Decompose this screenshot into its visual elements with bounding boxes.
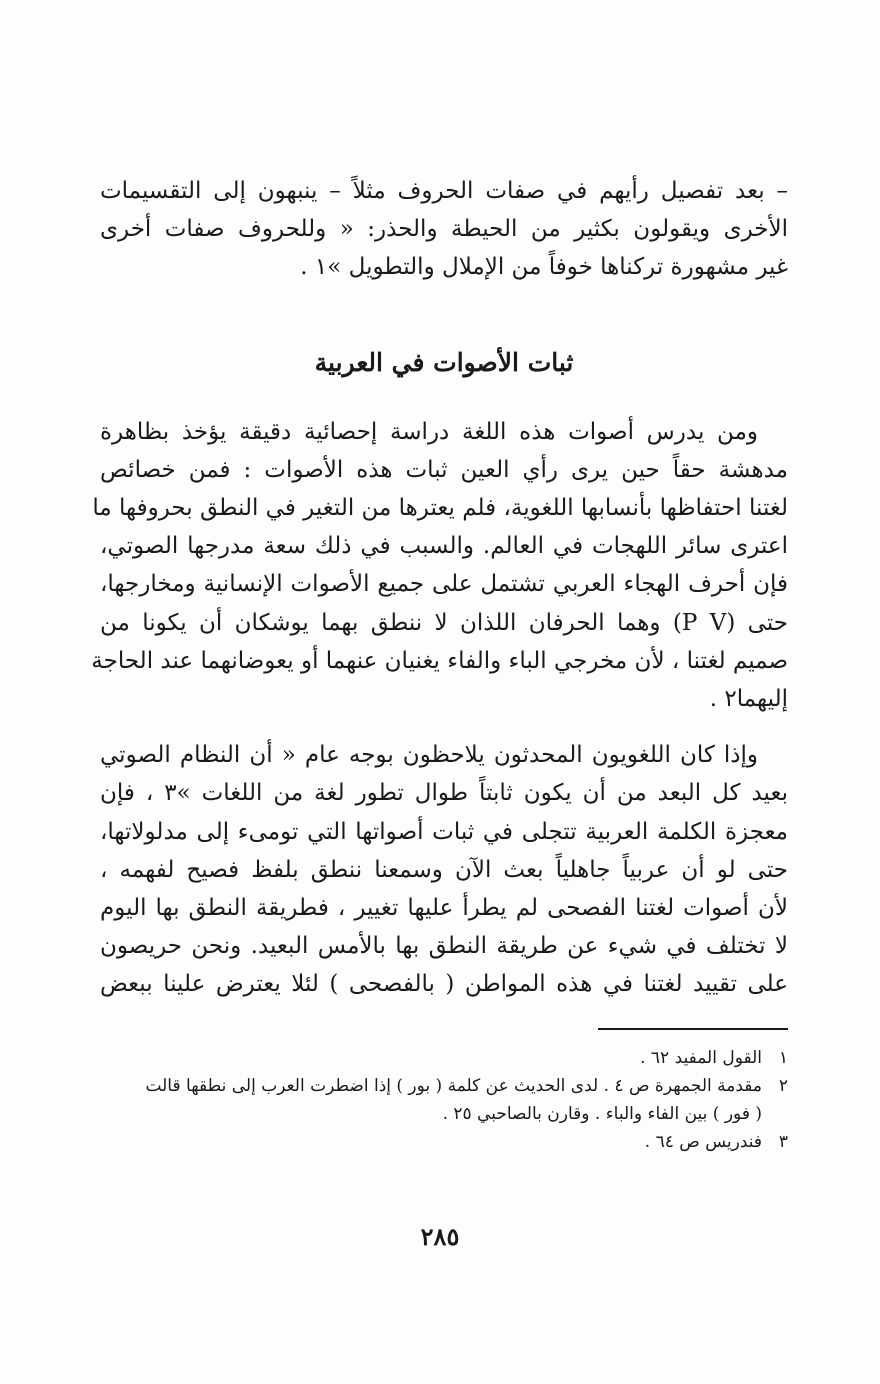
text-line: الأخرى ويقولون بكثير من الحيطة والحذر: « وللحروف صفات أخرى xyxy=(100,216,788,243)
paragraph xyxy=(100,736,788,1003)
text-line: وإذا كان اللغويون المحدثون يلاحظون بوجه عام « أن النظام الصوتي xyxy=(100,742,758,769)
text-line: لغتنا احتفاظها بأنسابها اللغوية، فلم يعترها من التغير في النطق بحروفها ما xyxy=(92,495,788,522)
paragraph-continuation xyxy=(100,172,788,287)
footnote-text: القول المفيد ٦٢ . xyxy=(640,1047,762,1068)
footnote-text: فندريس ص ٦٤ . xyxy=(644,1131,762,1152)
footnote-number: ٣ xyxy=(778,1131,788,1152)
text-line: فإن أحرف الهجاء العربي تشتمل على جميع الأصوات الإنسانية ومخارجها، xyxy=(100,571,788,598)
text-line: إليهما٢ . xyxy=(709,686,788,713)
footnote-number: ١ xyxy=(778,1047,788,1068)
section-heading: ثبات الأصوات في العربية xyxy=(314,347,574,377)
footnote-2-continuation: ( فور ) بين الفاء والباء . وقارن بالصاحبي ٢٥ . xyxy=(442,1103,762,1124)
text-line: لا تختلف في شيء عن طريقة النطق بها بالأمس البعيد. ونحن حريصون xyxy=(100,933,788,960)
footnote-divider xyxy=(598,1028,788,1030)
text-line: معجزة الكلمة العربية تتجلى في ثبات أصواتها التي تومىء إلى مدلولاتها، xyxy=(100,818,788,845)
text-line: اعترى سائر اللهجات في العالم. والسبب في ذلك سعة مدرجها الصوتي، xyxy=(100,533,788,560)
page-body xyxy=(91,172,788,1156)
text-line: على تقييد لغتنا في هذه المواطن ( بالفصحى ) لئلا يعترض علينا ببعض xyxy=(100,971,788,998)
text-line: حتى (P V) وهما الحرفان اللذان لا ننطق بهما يوشكان أن يكونا من xyxy=(100,609,788,636)
page-number: ٢٨٥ xyxy=(420,1222,460,1251)
text-line: صميم لغتنا ، لأن مخرجي الباء والفاء يغنيان عنهما أو يعوضانهما عند الحاجة xyxy=(91,647,788,674)
text-line: غير مشهورة تركناها خوفاً من الإملال والتطويل »١ . xyxy=(300,254,788,281)
text-line: – بعد تفصيل رأيهم في صفات الحروف مثلاً – ينبهون إلى التقسيمات xyxy=(100,178,788,204)
paragraph xyxy=(91,413,788,719)
text-line: بعيد كل البعد من أن يكون ثابتاً طوال تطور لغة من اللغات »٣ ، فإن xyxy=(100,780,788,807)
footnote-text: مقدمة الجمهرة ص ٤ . لدى الحديث عن كلمة ( بور ) إذا اضطرت العرب إلى نطقها قالت xyxy=(145,1075,762,1096)
text-line: حتى لو أن عربياً جاهلياً بعث الآن وسمعنا ننطق بلفظ فصيح لفهمه ، xyxy=(100,856,788,883)
footnote-1 xyxy=(100,1044,788,1072)
text-line: ومن يدرس أصوات هذه اللغة دراسة إحصائية دقيقة يؤخذ بظاهرة xyxy=(100,418,758,445)
footnote-3 xyxy=(100,1128,788,1156)
footnote-number: ٢ xyxy=(778,1075,788,1096)
footnotes xyxy=(100,1044,788,1156)
text-line: لأن أصوات لغتنا الفصحى لم يطرأ عليها تغيير ، فطريقة النطق بها اليوم xyxy=(100,895,788,922)
footnote-2 xyxy=(100,1072,788,1100)
text-line: مدهشة حقاً حين يرى رأي العين ثبات هذه الأصوات : فمن خصائص xyxy=(100,456,788,483)
